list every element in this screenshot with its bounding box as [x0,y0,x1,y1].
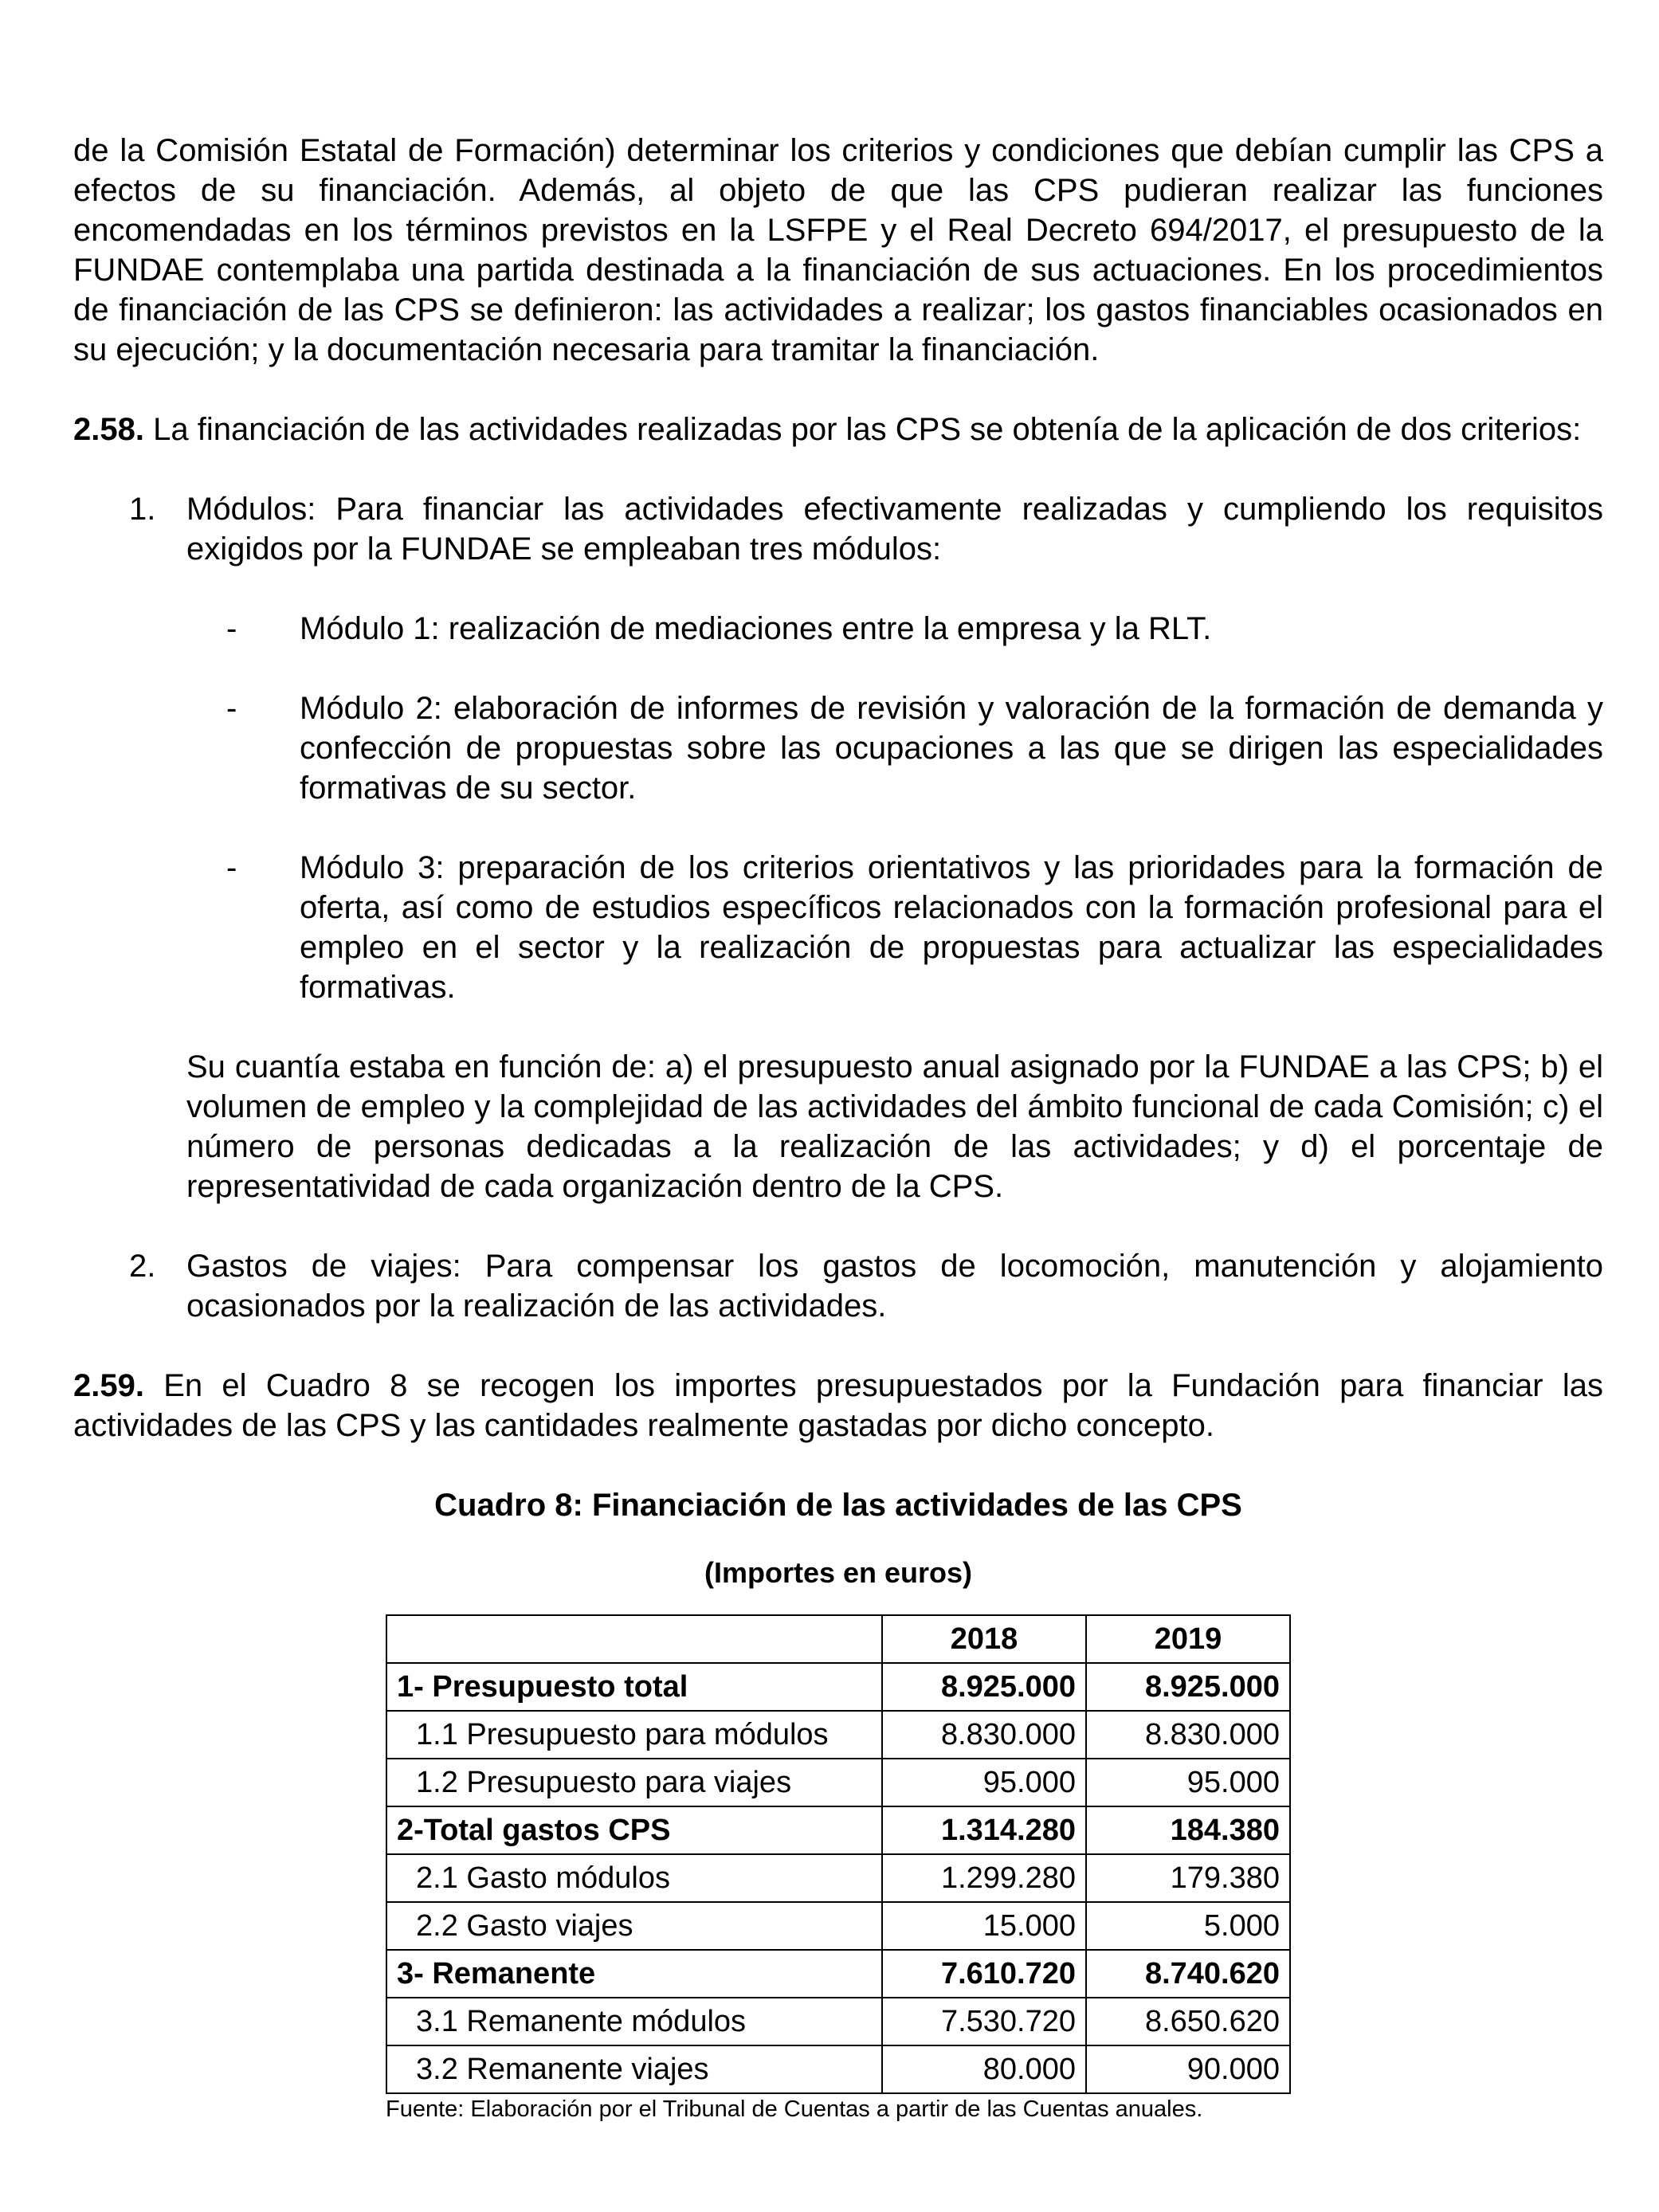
table-row [386,1902,1290,1950]
table-row [386,1759,1290,1806]
dash-bullet: - [226,850,237,885]
header-cell-label [386,1615,882,1663]
row-label-cell: 2.1 Gasto módulos [386,1854,882,1902]
value-cell-2019: 179.380 [1086,1854,1290,1902]
value-cell-2018: 7.530.720 [882,1998,1086,2045]
paragraph-2-58 [73,410,1603,449]
table-source-note: Fuente: Elaboración por el Tribunal de Cuentas a partir de las Cuentas anuales. [386,2096,1203,2122]
value-cell-2019: 90.000 [1086,2045,1290,2093]
criteria-text: Módulos: Para financiar las actividades efectivamente realizadas y cumpliendo los requisitos exigidos por la FUNDAE se empleaban tres módulos: [186,492,1603,567]
table-row [386,1806,1290,1854]
module-text: Módulo 2: elaboración de informes de revisión y valoración de la formación de demanda y confección de propuestas sobre las ocupaciones a las que se dirigen las especialidades formativas de su sector. [300,691,1603,806]
row-label-cell: 1- Presupuesto total [386,1663,882,1711]
paragraph-number: 2.58. [73,412,144,447]
row-label-cell: 3- Remanente [386,1950,882,1998]
paragraph-2-59 [73,1366,1603,1445]
value-cell-2018: 95.000 [882,1759,1086,1806]
criteria-number: 1. [129,492,156,527]
module-item-1 [186,609,1603,649]
value-cell-2018: 1.299.280 [882,1854,1086,1902]
module-text: Módulo 1: realización de mediaciones entre la empresa y la RLT. [300,611,1212,646]
criteria-list [73,489,1603,1326]
value-cell-2018: 7.610.720 [882,1950,1086,1998]
dash-bullet: - [226,691,237,726]
value-cell-2019: 5.000 [1086,1902,1290,1950]
paragraph-text: La financiación de las actividades realizadas por las CPS se obtenía de la aplicación de dos criterios: [153,412,1582,447]
value-cell-2019: 8.830.000 [1086,1711,1290,1759]
modules-amount-note: Su cuantía estaba en función de: a) el presupuesto anual asignado por la FUNDAE a las CPS; b) el volumen de empleo y la complejidad de las actividades del ámbito funcional de cada Comisión; c) el número de personas dedicadas a la realización de las actividades; y d) el porcentaje de representatividad de cada organización dentro de la CPS. [186,1049,1603,1204]
value-cell-2018: 8.830.000 [882,1711,1086,1759]
modules-list [186,609,1603,1007]
value-cell-2018: 80.000 [882,2045,1086,2093]
intro-paragraph: de la Comisión Estatal de Formación) determinar los criterios y condiciones que debían cumplir las CPS a efectos de su financiación. Además, al objeto de que las CPS pudieran realizar las funciones encomendadas en los términos previstos en la LSFPE y el Real Decreto 694/2017, el presupuesto de la FUNDAE contemplaba una partida destinada a la financiación de sus actuaciones. En los procedimientos de financiación de las CPS se definieron: las actividades a realizar; los gastos financiables ocasionados en su ejecución; y la documentación necesaria para tramitar la financiación. [73,133,1603,367]
table-row [386,1854,1290,1902]
value-cell-2019: 8.650.620 [1086,1998,1290,2045]
header-cell-2019: 2019 [1086,1615,1290,1663]
criteria-item-travel [73,1246,1603,1326]
header-cell-2018: 2018 [882,1615,1086,1663]
value-cell-2018: 15.000 [882,1902,1086,1950]
value-cell-2018: 1.314.280 [882,1806,1086,1854]
row-label-cell: 1.2 Presupuesto para viajes [386,1759,882,1806]
row-label-cell: 1.1 Presupuesto para módulos [386,1711,882,1759]
table-row [386,1663,1290,1711]
table-header-row [386,1615,1290,1663]
paragraph-number: 2.59. [73,1368,144,1403]
table-body [386,1663,1290,2093]
criteria-text: Gastos de viajes: Para compensar los gastos de locomoción, manutención y alojamiento ocasionados por la realización de las actividades. [186,1249,1603,1324]
table-row [386,1998,1290,2045]
document-page [73,131,1603,2123]
module-item-3 [186,848,1603,1007]
value-cell-2019: 8.740.620 [1086,1950,1290,1998]
table-title: Cuadro 8: Financiación de las actividades de las CPS [434,1488,1242,1523]
row-label-cell: 2-Total gastos CPS [386,1806,882,1854]
value-cell-2019: 184.380 [1086,1806,1290,1854]
row-label-cell: 3.1 Remanente módulos [386,1998,882,2045]
table-row [386,1950,1290,1998]
value-cell-2018: 8.925.000 [882,1663,1086,1711]
dash-bullet: - [226,611,237,646]
module-item-2 [186,688,1603,808]
criteria-item-modules [73,489,1603,1206]
table-subtitle: (Importes en euros) [704,1556,973,1589]
value-cell-2019: 95.000 [1086,1759,1290,1806]
row-label-cell: 2.2 Gasto viajes [386,1902,882,1950]
financing-table [386,1614,1291,2094]
table-row [386,2045,1290,2093]
criteria-number: 2. [129,1249,156,1284]
table-row [386,1711,1290,1759]
row-label-cell: 3.2 Remanente viajes [386,2045,882,2093]
value-cell-2019: 8.925.000 [1086,1663,1290,1711]
module-text: Módulo 3: preparación de los criterios orientativos y las prioridades para la formación de oferta, así como de estudios específicos relacionados con la formación profesional para el empleo en el sector y la realización de propuestas para actualizar las especialidades formativas. [300,850,1603,1005]
paragraph-text: En el Cuadro 8 se recogen los importes presupuestados por la Fundación para financiar las actividades de las CPS y las cantidades realmente gastadas por dicho concepto. [73,1368,1603,1443]
